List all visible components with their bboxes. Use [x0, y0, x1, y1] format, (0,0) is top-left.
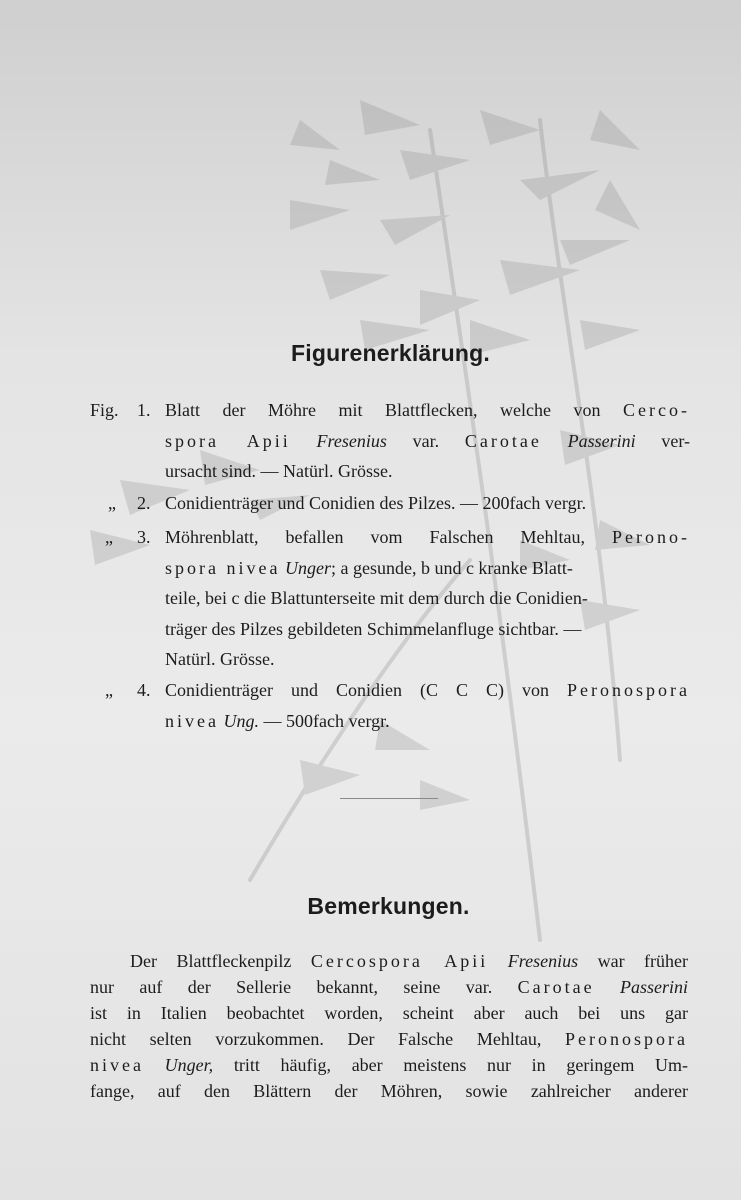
figure-line: spora nivea Unger; a gesunde, b und c kranke Blatt- [165, 557, 573, 578]
figure-line: Conidienträger und Conidien des Pilzes. — 200fach vergr. [165, 493, 587, 513]
figure-line: nivea Ung. — 500fach vergr. [165, 710, 390, 731]
figure-description [165, 675, 690, 736]
figure-legend-heading: Figurenerklärung. [291, 340, 490, 366]
figure-number: 3. [137, 527, 151, 547]
figure-line: Blatt der Möhre mit Blattflecken, welche von Cerco- [165, 400, 690, 420]
ditto-mark: „ [105, 680, 113, 700]
figure-line: spora Apii Fresenius var. Carotae Passerini ver- [165, 430, 691, 451]
figure-line: teile, bei c die Blattunterseite mit dem durch die Conidien- [165, 588, 588, 608]
figure-description [165, 522, 690, 675]
remarks-heading: Bemerkungen. [307, 893, 470, 919]
remarks-paragraph [90, 948, 688, 1104]
figure-description [165, 488, 690, 519]
paragraph-line: fange, auf den Blättern der Möhren, sowie zahlreicher anderer [90, 1081, 688, 1101]
figure-line: Conidienträger und Conidien (C C C) von Peronospora [165, 680, 691, 700]
figure-number: 2. [137, 493, 151, 513]
figure-number: 4. [137, 680, 151, 700]
ditto-mark: „ [108, 493, 116, 513]
figure-number: 1. [137, 400, 151, 420]
figure-line: träger des Pilzes gebildeten Schimmelanfluge sichtbar. — [165, 618, 582, 639]
paragraph-line: nivea Unger, tritt häufig, aber meistens nur in geringem Um- [90, 1055, 689, 1075]
section-divider [340, 798, 438, 799]
ditto-mark: „ [105, 527, 113, 547]
figure-line: Möhrenblatt, befallen vom Falschen Mehltau, Perono- [165, 527, 690, 547]
figure-line: ursacht sind. — Natürl. Grösse. [165, 461, 393, 481]
paragraph-line: ist in Italien beobachtet worden, scheint aber auch bei uns gar [90, 1003, 688, 1023]
paragraph-line: Der Blattfleckenpilz Cercospora Apii Fresenius war früher [130, 951, 689, 971]
figure-line: Natürl. Grösse. [165, 649, 275, 669]
figure-label: Fig. [90, 400, 119, 420]
paragraph-line: nur auf der Sellerie bekannt, seine var. Carotae Passerini [90, 977, 688, 997]
figure-description [165, 395, 690, 487]
paragraph-line: nicht selten vorzukommen. Der Falsche Mehltau, Peronospora [90, 1029, 688, 1049]
